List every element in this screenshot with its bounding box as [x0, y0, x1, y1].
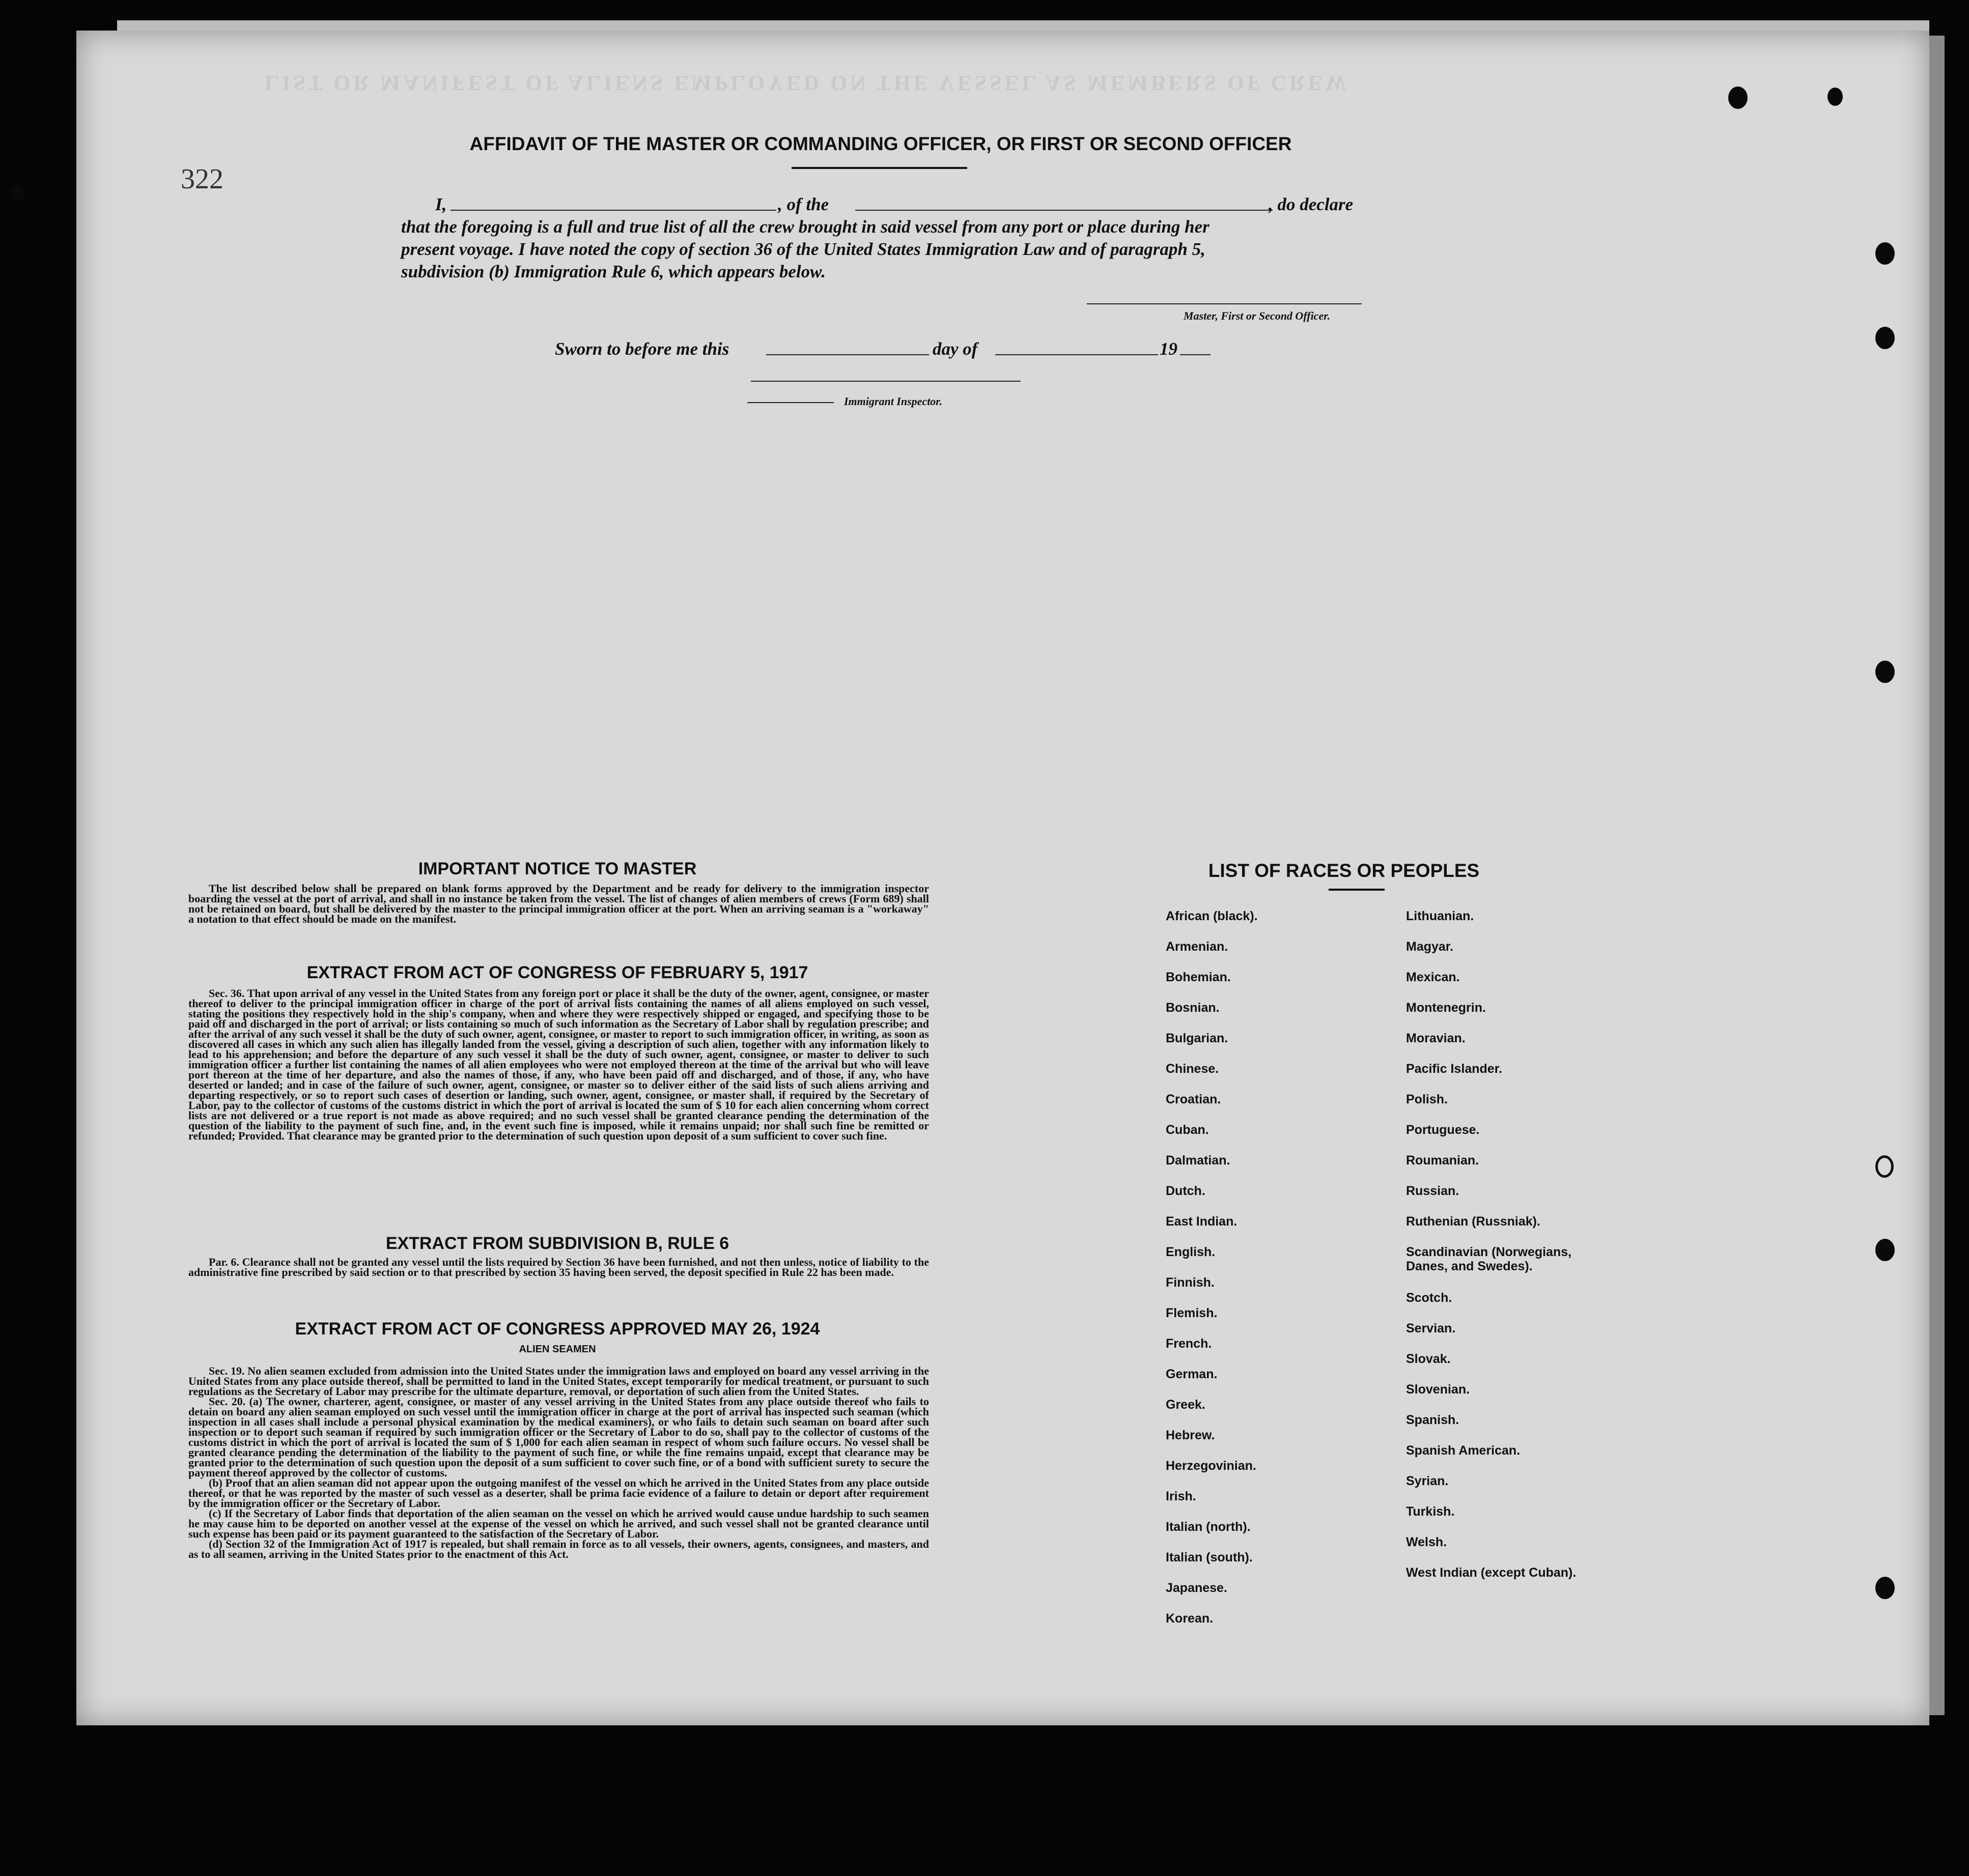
race-item: Greek. [1166, 1398, 1205, 1412]
race-item: Slovak. [1406, 1352, 1451, 1366]
notice-text [188, 884, 929, 924]
sworn-year-prefix: 19 [1160, 339, 1177, 359]
binder-hole-icon [1875, 1577, 1895, 1599]
race-item: Portuguese. [1406, 1123, 1480, 1137]
race-item: Flemish. [1166, 1306, 1218, 1320]
binder-hole-icon [1875, 1155, 1894, 1178]
binder-hole-icon [10, 184, 24, 201]
race-item: Syrian. [1406, 1474, 1449, 1488]
master-signature-line [1087, 303, 1362, 304]
extract-1924-sec19: Sec. 19. No alien seamen excluded from admission into the United States under the immigration laws and employed on board any vessel arriving in the United States from any place outside thereof, shall be permitted to land in the United States, except temporarily for medical treatment, or pursuant to such regulations as the Secretary of Labor may prescribe for the ultimate departure, removal, or deportation of such alien from the United States. [188, 1365, 929, 1398]
extract-1924-sec20d: (d) Section 32 of the Immigration Act of 1917 is repealed, but shall remain in force as to all vessels, their owners, agents, consignees, and masters, and as to all seamen, arriving in the United States prior to the enactment of this Act. [188, 1538, 929, 1560]
extract-1924-sec20b: (b) Proof that an alien seaman did not appear upon the outgoing manifest of the vessel on which he arrived in the United States from any place outside thereof, or that he was reported by the master of such vessel as a deserter, shall be prima facie evidence of a failure to detain or deport after requirement by the immigration officer or the Secretary of Labor. [188, 1476, 929, 1510]
extract-1917-title: EXTRACT FROM ACT OF CONGRESS OF FEBRUARY 5, 1917 [306, 963, 808, 982]
race-item: Bulgarian. [1166, 1031, 1228, 1045]
sworn-month-line [995, 354, 1158, 355]
race-item: West Indian (except Cuban). [1406, 1566, 1577, 1580]
page-number: 322 [181, 163, 223, 195]
race-item: Armenian. [1166, 940, 1228, 954]
race-item: French. [1166, 1337, 1212, 1351]
master-signature-label: Master, First or Second Officer. [1184, 309, 1331, 322]
race-item: Korean. [1166, 1611, 1214, 1626]
race-item: Slovenian. [1406, 1382, 1470, 1397]
race-item: Italian (south). [1166, 1550, 1253, 1565]
race-item: East Indian. [1166, 1214, 1237, 1229]
notice-title: IMPORTANT NOTICE TO MASTER [418, 859, 697, 878]
race-item: Irish. [1166, 1489, 1196, 1503]
sworn-day-of: day of [933, 339, 978, 359]
race-item: Herzegovinian. [1166, 1459, 1256, 1473]
extract-1924-sec20c: (c) If the Secretary of Labor finds that deportation of the alien seaman on the vessel on which he arrived would cause undue hardship to such seamen he may cause him to be deported on another vessel at the expense of the vessel on which he arrived, and such vessel shall not be granted clearance until such expense has been paid or its payment guaranteed to the satisfaction of the Secretary of Labor. [188, 1507, 929, 1540]
race-item: Scandinavian (Norwegians, Danes, and Swedes). [1406, 1245, 1572, 1273]
race-item: Croatian. [1166, 1092, 1221, 1106]
affidavit-title-underline [792, 167, 967, 169]
race-item: German. [1166, 1367, 1218, 1381]
vessel-blank-line [855, 210, 1273, 211]
race-item: English. [1166, 1245, 1216, 1259]
race-item: Dutch. [1166, 1184, 1205, 1198]
affidavit-title: AFFIDAVIT OF THE MASTER OR COMMANDING OFFICER, OR FIRST OR SECOND OFFICER [469, 133, 1292, 154]
extract-1917-paragraph: Sec. 36. That upon arrival of any vessel in the United States from any foreign port or place it shall be the duty of the owner, agent, consignee, or master thereof to deliver to the principal immigration officer in charge of the port of arrival lists containing the names of all aliens employed on such vessel, stating the positions they respectively hold in the ship's company, when and where they were respectively shipped or engaged, and specifying those to be paid off and discharged in the port of arrival; or lists containing so much of such information as the Secretary of Labor shall by regulation prescribe; and after the arrival of any such vessel it shall be the duty of such owner, agent, consignee, or master to report to such immigration officer, in writing, as soon as discovered all cases in which any such alien has illegally landed from the vessel, giving a description of such alien, together with any information likely to lead to his apprehension; and before the departure of any such vessel it shall be the duty of such owner, agent, consignee, or master to deliver to such immigration officer a further list containing the names of all alien employees who were not employed thereon at the time of the arrival but who will leave port thereon at the time of her departure, and also the names of those, if any, who have been paid off and discharged, and of those, if any, who have deserted or landed; and in case of the failure of such owner, agent, consignee, or master so to deliver either of the said lists of such aliens arriving and departing respectively, or so to report such cases of desertion or landing, such owner, agent, consignee, or master shall, if required by the Secretary of Labor, pay to the collector of customs of the customs district in which the port of arrival is located the sum of $ 10 for each alien concerning whom correct lists are not delivered or a true report is not made as above required; and no such vessel shall be granted clearance pending the determination of the question of the liability to the payment of such fine, and, in the event such fine is imposed, while it remains unpaid; nor shall such fine be remitted or refunded; Provided. That clearance may be granted prior to the determination of such question upon deposit of a sum sufficient to cover such fine. [188, 987, 929, 1142]
sheet-right-edge [1929, 36, 1945, 1715]
extract-1924-title: EXTRACT FROM ACT OF CONGRESS APPROVED MAY 26, 1924 [295, 1319, 820, 1339]
race-item: Dalmatian. [1166, 1153, 1230, 1168]
affidavit-of-the: , of the [778, 194, 829, 214]
extract-1924-sec20a: Sec. 20. (a) The owner, charterer, agent, consignee, or master of any vessel arriving in the United States from any place outside thereof who fails to detain on board any alien seaman employed on such vessel until the immigration officer in charge at the port of arrival has inspected such seaman (which inspection in all cases shall include a personal physical examination by the medical examiners), or who fails to detain such seaman on board after such inspection or to deport such seaman if required by such immigration officer or the Secretary of Labor to do so, shall pay to the collector of customs of the customs district in which the port of arrival is located the sum of $ 1,000 for each alien seaman in respect of whom such failure occurs. No vessel shall be granted clearance pending the determination of the liability to the payment of such fine, or while the fine remains unpaid, except that clearance may be granted prior to the determination of such question upon the deposit of a sum sufficient to cover such fine, or of a bond with sufficient surety to secure the payment thereof approved by the collector of customs. [188, 1395, 929, 1479]
race-item: Ruthenian (Russniak). [1406, 1214, 1540, 1229]
race-item: Pacific Islander. [1406, 1062, 1502, 1076]
notice-paragraph: The list described below shall be prepared on blank forms approved by the Department and be ready for delivery to the immigration inspector boarding the vessel at the port of arrival, and shall in no instance be taken from the vessel. The list of changes of alien members of crews (Form 689) shall not be retained on board, but shall be delivered by the master to the principal immigration officer at the port. When an arriving seaman is a "workaway" a notation to that effect should be made on the manifest. [188, 882, 929, 925]
affidavit-line4: subdivision (b) Immigration Rule 6, which appears below. [401, 262, 826, 281]
races-column-1 [1166, 909, 1380, 1642]
race-item: Lithuanian. [1406, 909, 1474, 923]
race-item: Hebrew. [1166, 1428, 1215, 1442]
extract-1924-text [188, 1366, 929, 1559]
race-item: Moravian. [1406, 1031, 1466, 1045]
races-title: LIST OF RACES OR PEOPLES [1208, 860, 1480, 881]
inspector-signature-line [751, 381, 1021, 382]
race-item: Mexican. [1406, 970, 1460, 984]
extract-rule6-text [188, 1257, 929, 1277]
race-item: Spanish American. [1406, 1443, 1521, 1458]
binder-hole-icon [1875, 661, 1895, 683]
affidavit-i: I, [435, 194, 447, 214]
binder-hole-icon [1875, 242, 1895, 265]
race-item: Chinese. [1166, 1062, 1219, 1076]
races-column-2 [1406, 909, 1589, 1596]
affidavit-do-declare: , do declare [1269, 194, 1354, 214]
race-item: Russian. [1406, 1184, 1459, 1198]
race-item: Polish. [1406, 1092, 1448, 1106]
race-item: Bohemian. [1166, 970, 1231, 984]
extract-1917-text [188, 988, 929, 1141]
bleed-through-header: LIST OR MANIFEST OF ALIENS EMPLOYED ON THE VESSEL AS MEMBERS OF CREW [265, 71, 1350, 94]
race-item: Welsh. [1406, 1535, 1447, 1549]
race-item: Magyar. [1406, 940, 1454, 954]
inspector-label: Immigrant Inspector. [844, 395, 943, 408]
sworn-text: Sworn to before me this [555, 339, 729, 359]
race-item: Japanese. [1166, 1581, 1227, 1595]
race-item: Montenegrin. [1406, 1001, 1486, 1015]
extract-rule6-paragraph: Par. 6. Clearance shall not be granted any vessel until the lists required by Section 36 have been furnished, and not then unless, notice of liability to the administrative fine prescribed by said section or to that prescribed by section 35 having been served, the deposit specified in Rule 22 has been made. [188, 1256, 929, 1278]
race-item: African (black). [1166, 909, 1258, 923]
extract-1924-subtitle: ALIEN SEAMEN [519, 1344, 596, 1355]
sworn-day-line [766, 354, 929, 355]
race-item: Scotch. [1406, 1291, 1452, 1305]
binder-hole-icon [1875, 327, 1895, 349]
race-item: Turkish. [1406, 1504, 1455, 1519]
race-item: Italian (north). [1166, 1520, 1251, 1534]
sworn-year-line [1180, 354, 1211, 355]
races-title-underline [1329, 889, 1385, 891]
name-blank-line [451, 210, 776, 211]
affidavit-line3: present voyage. I have noted the copy of section 36 of the United States Immigration Law and of paragraph 5, [401, 239, 1205, 259]
race-item: Roumanian. [1406, 1153, 1479, 1168]
race-item: Spanish. [1406, 1413, 1459, 1427]
race-item: Cuban. [1166, 1123, 1209, 1137]
affidavit-line2: that the foregoing is a full and true list of all the crew brought in said vessel from any port or place during her [401, 217, 1209, 237]
binder-hole-icon [1728, 87, 1748, 109]
inspector-signature-line-short [747, 402, 834, 403]
race-item: Finnish. [1166, 1275, 1215, 1290]
extract-rule6-title: EXTRACT FROM SUBDIVISION B, RULE 6 [385, 1234, 729, 1253]
binder-hole-icon [1875, 1239, 1895, 1261]
race-item: Servian. [1406, 1321, 1456, 1335]
binder-hole-icon [1827, 88, 1843, 106]
race-item: Bosnian. [1166, 1001, 1220, 1015]
